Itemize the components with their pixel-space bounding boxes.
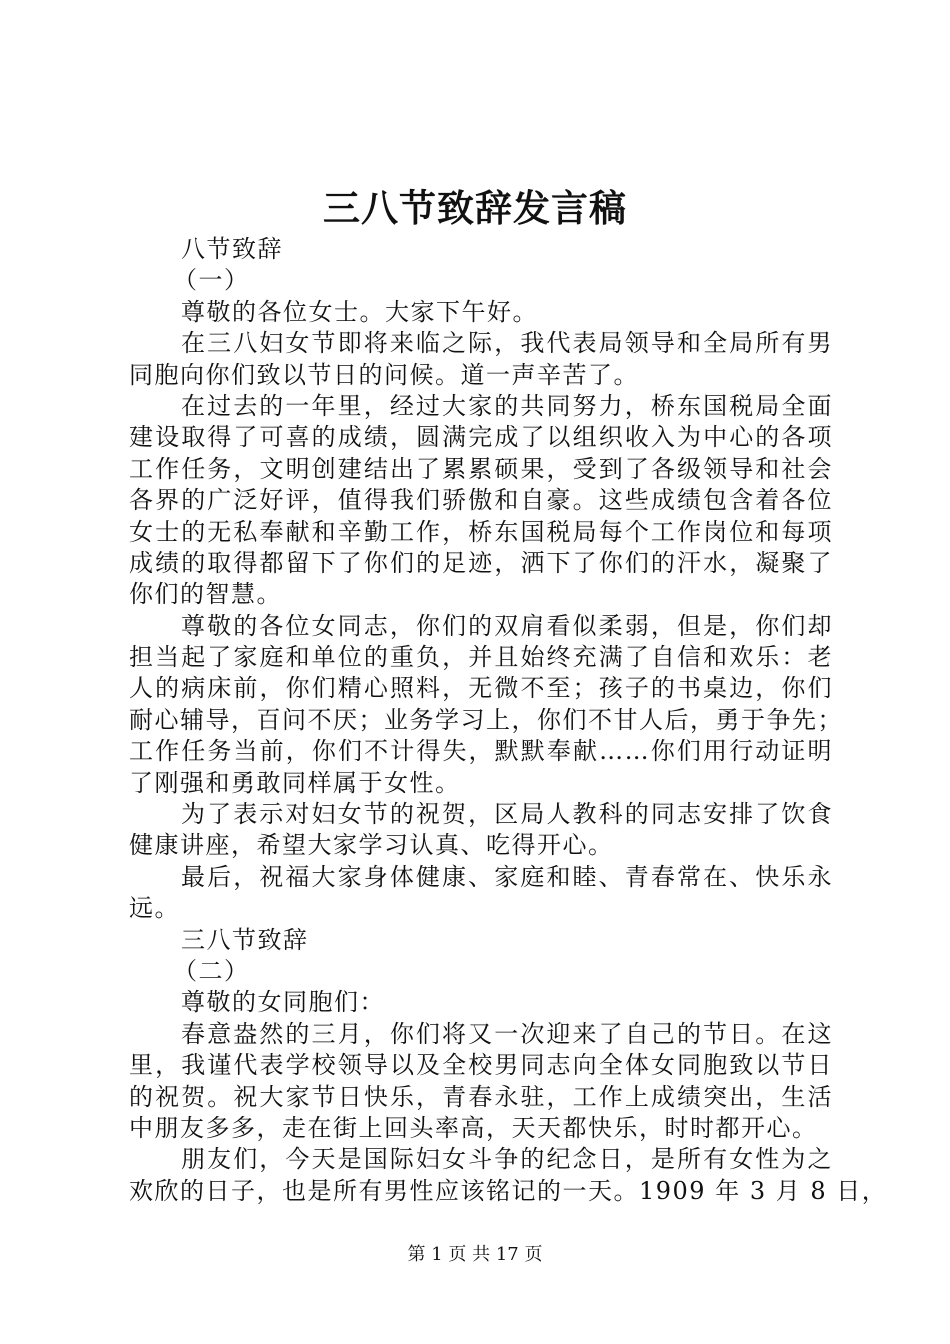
paragraph-line: 人的病床前，你们精心照料，无微不至；孩子的书桌边，你们 [129,674,833,703]
paragraph-line: 最后，祝福大家身体健康、家庭和睦、青春常在、快乐永 [181,862,833,891]
paragraph-line: 各界的广泛好评，值得我们骄傲和自豪。这些成绩包含着各位 [129,486,833,515]
paragraph-line: 欢欣的日子，也是所有男性应该铭记的一天。1909 年 3 月 8 日， [129,1176,888,1205]
page-title: 三八节致辞发言稿 [323,186,627,230]
paragraph-line: 朋友们，今天是国际妇女斗争的纪念日，是所有女性为之 [181,1145,833,1174]
paragraph-line: 在过去的一年里，经过大家的共同努力，桥东国税局全面 [181,391,833,420]
paragraph-line: 的祝贺。祝大家节日快乐，青春永驻，工作上成绩突出，生活 [129,1082,833,1111]
paragraph-line: 健康讲座，希望大家学习认真、吃得开心。 [129,831,614,860]
paragraph-line: 女士的无私奉献和辛勤工作，桥东国税局每个工作岗位和每项 [129,517,833,546]
paragraph-line: 里，我谨代表学校领导以及全校男同志向全体女同胞致以节日 [129,1051,833,1080]
paragraph-line: 成绩的取得都留下了你们的足迹，洒下了你们的汗水，凝聚了 [129,548,833,577]
paragraph-line: 建设取得了可喜的成绩，圆满完成了以组织收入为中心的各项 [129,423,833,452]
salutation: 尊敬的女同胞们： [181,988,385,1017]
paragraph-line: 耐心辅导，百问不厌；业务学习上，你们不甘人后，勇于争先； [129,705,843,734]
paragraph-line: 同胞向你们致以节日的问候。道一声辛苦了。 [129,360,639,389]
section-heading: 三八节致辞 [181,925,309,954]
section-number: （二） [173,956,250,985]
paragraph-line: 中朋友多多，走在街上回头率高，天天都快乐，时时都开心。 [129,1113,818,1142]
paragraph-line: 你们的智慧。 [129,580,282,609]
paragraph-line: 为了表示对妇女节的祝贺，区局人教科的同志安排了饮食 [181,800,833,829]
page-number: 第 1 页 共 17 页 [407,1244,543,1265]
section-number: （一） [173,266,250,295]
paragraph-line: 工作任务当前，你们不计得失，默默奉献……你们用行动证明 [129,737,833,766]
paragraph-line: 远。 [129,894,180,923]
paragraph-line: 担当起了家庭和单位的重负，并且始终充满了自信和欢乐：老 [129,643,833,672]
paragraph-line: 了刚强和勇敢同样属于女性。 [129,768,461,797]
paragraph-line: 尊敬的各位女同志，你们的双肩看似柔弱，但是，你们却 [181,611,833,640]
paragraph-line: 在三八妇女节即将来临之际，我代表局领导和全局所有男 [181,329,833,358]
salutation: 尊敬的各位女士。大家下午好。 [181,297,538,326]
paragraph-line: 春意盎然的三月，你们将又一次迎来了自己的节日。在这 [181,1019,833,1048]
section-heading: 八节致辞 [181,235,283,263]
document-body [129,234,888,1207]
paragraph-line: 工作任务，文明创建结出了累累硕果，受到了各级领导和社会 [129,454,833,483]
